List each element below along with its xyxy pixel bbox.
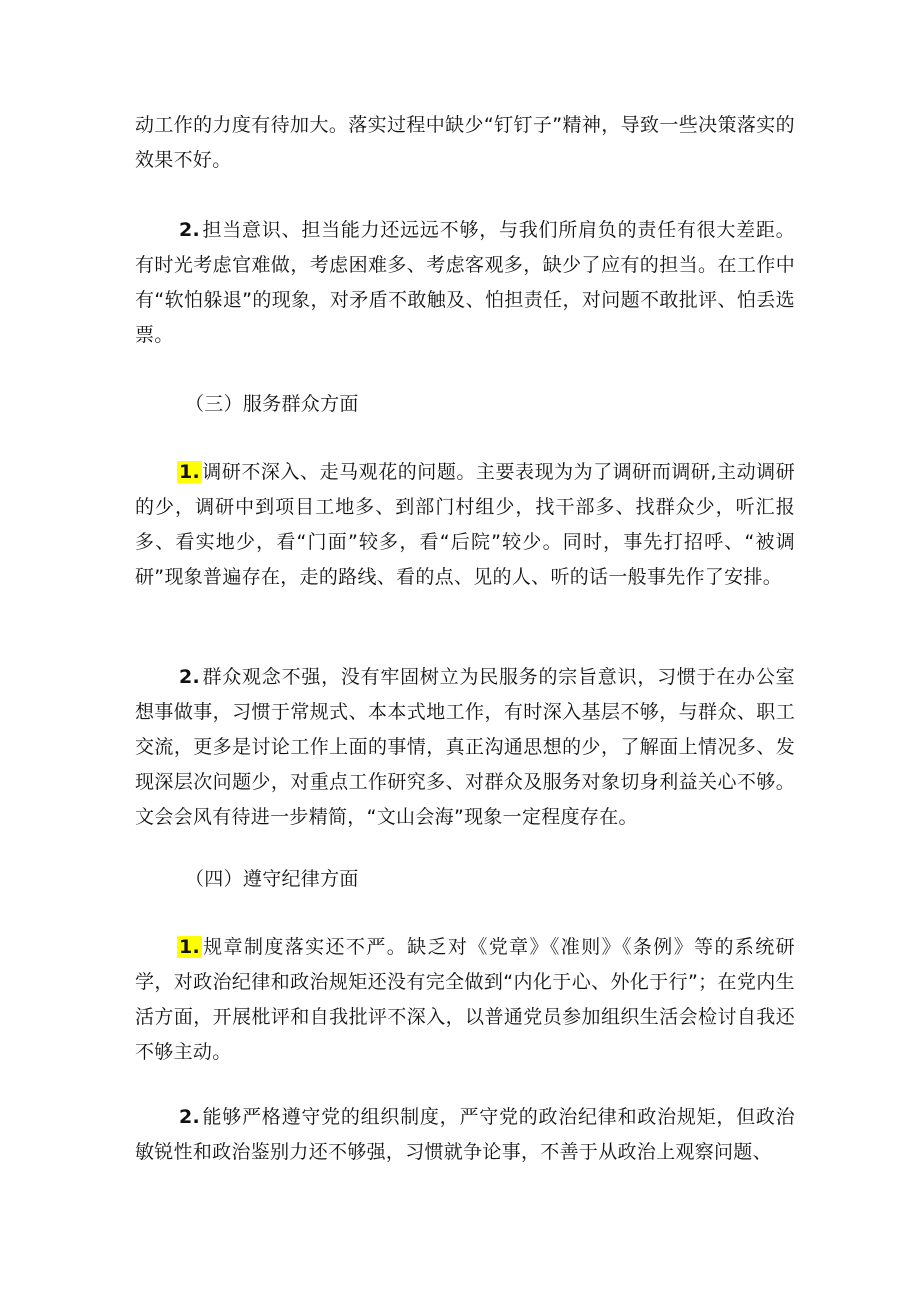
paragraph-mass-awareness (135, 660, 795, 835)
paragraph-text: 担当意识、担当能力还远远不够，与我们所肩负的责任有很大差距。有时光考虑官难做，考虑困难多、考虑客观多，缺少了应有的担当。在工作中有“软怕躲退”的现象，对矛盾不敢触及、怕担责任，对问题不敢批评、怕丢选票。 (135, 219, 795, 346)
list-number: 2. (179, 666, 201, 688)
paragraph-text: 动工作的力度有待加大。落实过程中缺少“钉钉子”精神，导致一些决策落实的效果不好。 (135, 114, 795, 171)
list-number: 2. (179, 219, 201, 241)
paragraph-regulations (135, 930, 795, 1070)
section-heading-discipline: （四）遵守纪律方面 (185, 868, 359, 890)
section-heading-serving-masses: （三）服务群众方面 (185, 393, 359, 415)
paragraph-text: 调研不深入、走马观花的问题。主要表现为为了调研而调研,主动调研的少，调研中到项目工地多、到部门村组少，找干部多、找群众少，听汇报多、看实地少，看“门面”较多，看“后院”较少。同时，事先打招呼、“被调研”现象普遍存在，走的路线、看的点、见的人、听的话一般事先作了安排。 (135, 461, 795, 588)
list-number-highlighted: 1. (179, 936, 201, 958)
paragraph-responsibility (135, 213, 795, 353)
paragraph-text: 群众观念不强，没有牢固树立为民服务的宗旨意识，习惯于在办公室想事做事，习惯于常规式、本本式地工作，有时深入基层不够，与群众、职工交流，更多是讨论工作上面的事情，真正沟通思想的少，了解面上情况多、发现深层次问题少，对重点工作研究多、对群众及服务对象切身利益关心不够。文会会风有待进一步精简，“文山会海”现象一定程度存在。 (135, 666, 795, 828)
paragraph-research (135, 455, 795, 595)
paragraph-text: 规章制度落实还不严。缺乏对《党章》《准则》《条例》等的系统研学，对政治纪律和政治规矩还没有完全做到“内化于心、外化于行”；在党内生活方面，开展枇评和自我批评不深入，以普通党员参加组织生活会检讨自我还不够主动。 (135, 936, 795, 1063)
paragraph-text: 能够严格遵守党的组织制度，严守党的政治纪律和政治规矩，但政治敏锐性和政治鉴别力还不够强，习惯就争论事，不善于从政治上观察问题、 (135, 1106, 795, 1163)
paragraph-organization-system (135, 1100, 795, 1170)
list-number-highlighted: 1. (179, 461, 201, 483)
paragraph-continuation (135, 108, 795, 178)
list-number: 2. (179, 1106, 201, 1128)
